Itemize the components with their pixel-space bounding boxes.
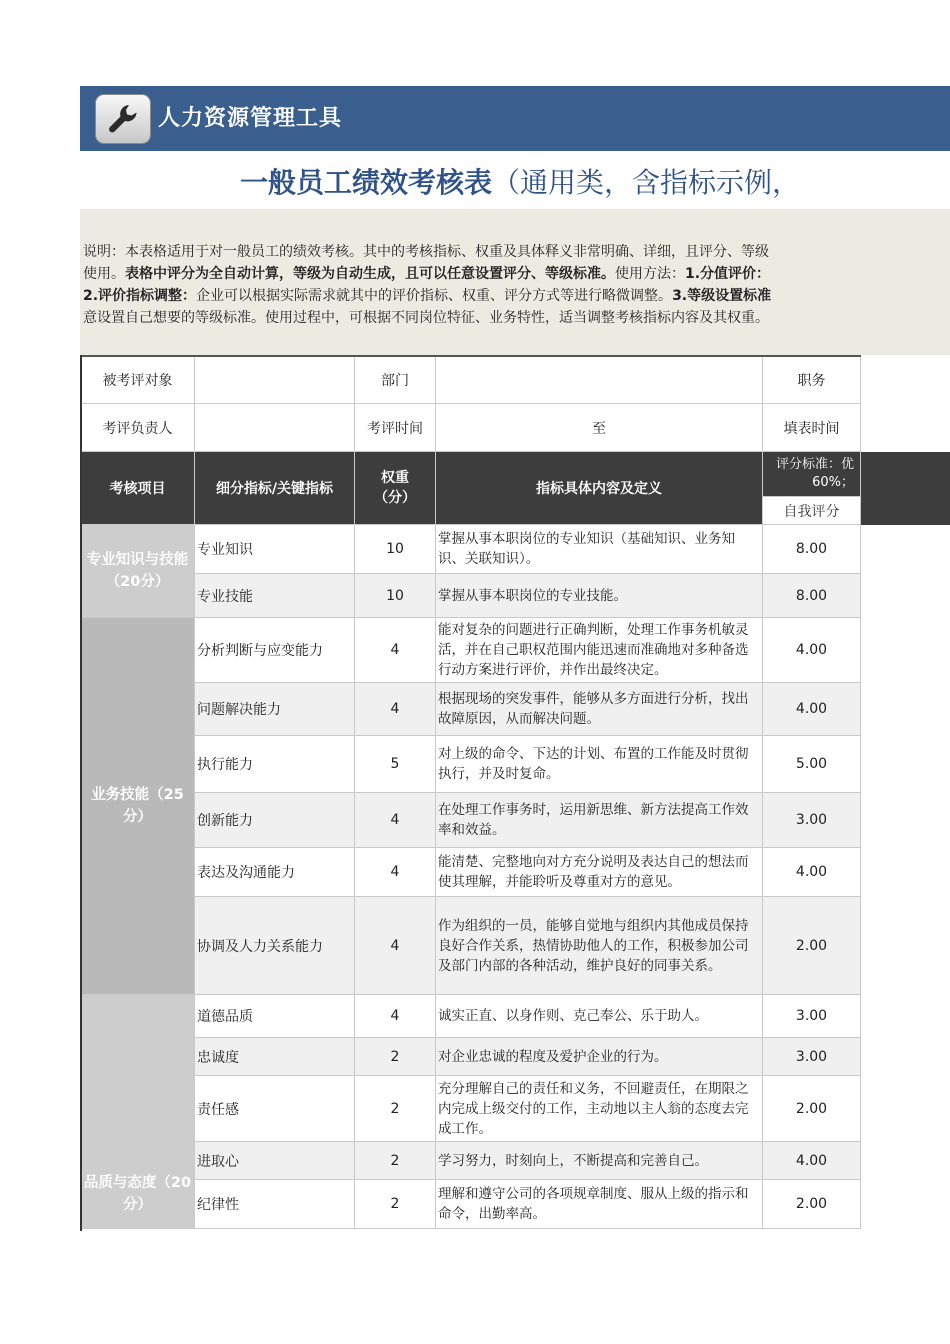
banner-title: 人力资源管理工具 [158, 106, 343, 131]
weight-cell: 2 [355, 1180, 436, 1229]
table-row [81, 848, 861, 897]
definition-cell: 掌握从事本职岗位的专业技能。 [436, 574, 763, 618]
evaluation-period-label: 考评时间 [355, 404, 436, 452]
weight-cell: 2 [355, 1038, 436, 1076]
table-row [81, 995, 861, 1038]
evaluation-table [80, 355, 861, 1229]
table-top-border [80, 355, 861, 357]
instructions-line-1: 说明：本表格适用于对一般员工的绩效考核。其中的考核指标、权重及具体释义非常明确、详细，且评分、等级 [83, 244, 769, 260]
table-left-border [80, 355, 82, 1231]
header-standard [763, 452, 861, 497]
indicator-cell: 进取心 [195, 1142, 355, 1180]
instructions-line-3 [83, 285, 863, 307]
header-weight-line: （分） [374, 490, 416, 506]
self-score-cell[interactable]: 3.00 [763, 1038, 861, 1076]
instructions-text: 使用。 [83, 266, 125, 282]
self-score-cell[interactable]: 2.00 [763, 1076, 861, 1142]
indicator-cell: 专业技能 [195, 574, 355, 618]
definition-cell: 能清楚、完整地向对方充分说明及表达自己的想法而使其理解，并能聆听及尊重对方的意见。 [436, 848, 763, 897]
definition-cell: 掌握从事本职岗位的专业知识（基础知识、业务知识、关联知识）。 [436, 525, 763, 574]
header-standard-line: 60%； [812, 475, 854, 490]
instructions-text: 企业可以根据实际需求就其中的评价指标、权重、评分方式等进行略微调整。 [196, 288, 673, 304]
weight-cell: 2 [355, 1076, 436, 1142]
instructions-emphasis: 表格中评分为全自动计算，等级为自动生成，且可以任意设置评分、等级标准。 [125, 266, 615, 282]
definition-cell: 学习努力，时刻向上，不断提高和完善自己。 [436, 1142, 763, 1180]
header-standard-line: 评分标准：优 [775, 457, 854, 472]
table-row [81, 1076, 861, 1142]
table-row [81, 618, 861, 683]
definition-cell: 充分理解自己的责任和义务，不回避责任，在期限之内完成上级交付的工作，主动地以主人翁的态度去完成工作。 [436, 1076, 763, 1142]
self-score-cell[interactable]: 5.00 [763, 736, 861, 793]
table-row [81, 793, 861, 848]
table-row [81, 736, 861, 793]
instructions-line-4: 意设置自己想要的等级标准。使用过程中，可根据不同岗位特征、业务特性，适当调整考核指标内容及其权重。 [83, 310, 769, 326]
self-score-cell[interactable]: 2.00 [763, 1180, 861, 1229]
evaluation-period-field[interactable]: 至 [436, 404, 763, 452]
evaluatee-label: 被考评对象 [81, 356, 195, 404]
info-row [81, 356, 861, 404]
indicator-cell: 责任感 [195, 1076, 355, 1142]
self-score-cell[interactable]: 4.00 [763, 683, 861, 736]
table-row [81, 683, 861, 736]
self-score-cell[interactable]: 4.00 [763, 618, 861, 683]
definition-cell: 在处理工作事务时，运用新思维、新方法提高工作效率和效益。 [436, 793, 763, 848]
indicator-cell: 分析判断与应变能力 [195, 618, 355, 683]
weight-cell: 4 [355, 848, 436, 897]
indicator-cell: 专业知识 [195, 525, 355, 574]
weight-cell: 4 [355, 995, 436, 1038]
self-score-cell[interactable]: 8.00 [763, 574, 861, 618]
self-score-cell[interactable]: 8.00 [763, 525, 861, 574]
indicator-cell: 道德品质 [195, 995, 355, 1038]
position-label: 职务 [763, 356, 861, 404]
self-score-cell[interactable]: 3.00 [763, 793, 861, 848]
document-title [240, 158, 800, 208]
indicator-cell: 表达及沟通能力 [195, 848, 355, 897]
weight-cell: 10 [355, 525, 436, 574]
weight-cell: 4 [355, 683, 436, 736]
weight-cell: 4 [355, 618, 436, 683]
indicator-cell: 忠诚度 [195, 1038, 355, 1076]
indicator-cell: 协调及人力关系能力 [195, 897, 355, 995]
definition-cell: 作为组织的一员，能够自觉地与组织内其他成员保持良好合作关系，热情协助他人的工作，积极参加公司及部门内部的各种活动，维护良好的同事关系。 [436, 897, 763, 995]
instructions-line-2 [83, 263, 863, 285]
indicator-cell: 执行能力 [195, 736, 355, 793]
self-score-cell[interactable]: 3.00 [763, 995, 861, 1038]
weight-cell: 10 [355, 574, 436, 618]
weight-cell: 5 [355, 736, 436, 793]
self-score-cell[interactable]: 4.00 [763, 848, 861, 897]
weight-cell: 2 [355, 1142, 436, 1180]
info-row [81, 404, 861, 452]
header-banner [80, 86, 950, 151]
self-score-cell[interactable]: 2.00 [763, 897, 861, 995]
instructions-panel [80, 209, 950, 355]
header-indicator: 细分指标/关键指标 [195, 452, 355, 525]
fill-date-label: 填表时间 [763, 404, 861, 452]
evaluator-field[interactable] [195, 404, 355, 452]
category-cell: 业务技能（25分） [81, 618, 195, 995]
self-score-cell[interactable]: 4.00 [763, 1142, 861, 1180]
instructions-emphasis: 1.分值评价： [685, 266, 771, 282]
department-label: 部门 [355, 356, 436, 404]
department-field[interactable] [436, 356, 763, 404]
definition-cell: 对上级的命令、下达的计划、布置的工作能及时贯彻执行，并及时复命。 [436, 736, 763, 793]
table-header-row [81, 452, 861, 497]
definition-cell: 诚实正直、以身作则、克己奉公、乐于助人。 [436, 995, 763, 1038]
table-row [81, 897, 861, 995]
instructions-emphasis: 3.等级设置标准 [672, 288, 772, 304]
evaluatee-field[interactable] [195, 356, 355, 404]
definition-cell: 根据现场的突发事件，能够从多方面进行分析，找出故障原因，从而解决问题。 [436, 683, 763, 736]
document-title-suffix: （通用类，含指标示例， [492, 166, 801, 199]
table-row [81, 1180, 861, 1229]
header-weight-line: 权重 [381, 470, 409, 486]
header-definition: 指标具体内容及定义 [436, 452, 763, 525]
evaluator-label: 考评负责人 [81, 404, 195, 452]
table-row [81, 525, 861, 574]
definition-cell: 理解和遵守公司的各项规章制度、服从上级的指示和命令，出勤率高。 [436, 1180, 763, 1229]
indicator-cell: 纪律性 [195, 1180, 355, 1229]
weight-cell: 4 [355, 793, 436, 848]
definition-cell: 对企业忠诚的程度及爱护企业的行为。 [436, 1038, 763, 1076]
header-overflow-strip [861, 452, 950, 525]
category-cell: 品质与态度（20分） [81, 995, 195, 1229]
table-row [81, 1142, 861, 1180]
category-cell: 专业知识与技能（20分） [81, 525, 195, 618]
header-category: 考核项目 [81, 452, 195, 525]
header-self-score: 自我评分 [763, 497, 861, 525]
instructions-text: 使用方法： [615, 266, 685, 282]
indicator-cell: 问题解决能力 [195, 683, 355, 736]
instructions-emphasis: 2.评价指标调整： [83, 288, 197, 304]
table-row [81, 1038, 861, 1076]
definition-cell: 能对复杂的问题进行正确判断，处理工作事务机敏灵活，并在自己职权范围内能迅速而准确地对多种备选行动方案进行评价，并作出最终决定。 [436, 618, 763, 683]
indicator-cell: 创新能力 [195, 793, 355, 848]
weight-cell: 4 [355, 897, 436, 995]
header-weight [355, 452, 436, 525]
document-title-main: 一般员工绩效考核表 [240, 166, 493, 199]
table-row [81, 574, 861, 618]
wrench-icon [95, 94, 151, 144]
